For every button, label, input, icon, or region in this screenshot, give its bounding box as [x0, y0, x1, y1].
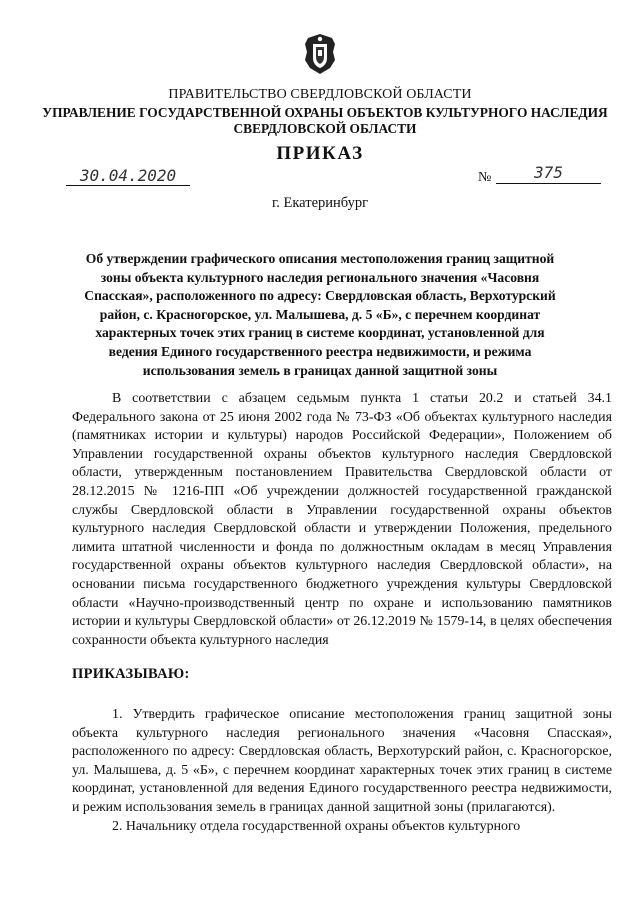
preamble-paragraph: В соответствии с абзацем седьмым пункта 1 статьи 20.2 и статьей 34.1 Федерального закона от 25 июня 2002 года № 73-ФЗ «Об объектах культурного наследия (памятниках истории и культуры) народов Российской Федерации», Положением об Управлении государственной охраны объектов культурного наследия Свердловской области, утвержденным постановлением Правительства Свердловской области от 28.12.2015 № 1216-ПП «Об учреждении должностей государственной гражданской службы Свердловской области в Управлении государственной охраны объектов культурного наследия Свердловской области и утверждении Положения, предельного лимита штатной численности и фонда по должностным окладам в месяц Управления государственной охраны объектов культурного наследия Свердловской области», на основании письма государственного бюджетного учреждения культуры Свердловской области «Научно-производственный центр по охране и использованию памятников истории и культуры Свердловской области» от 26.12.2019 № 1579-14, в целях обеспечения сохранности объекта культурного наследия: [72, 391, 612, 648]
order-number: 375: [496, 165, 601, 184]
order-date: 30.04.2020: [66, 168, 190, 186]
number-label: №: [478, 170, 492, 185]
order-word: ПРИКАЗЫВАЮ:: [72, 666, 190, 682]
government-name: ПРАВИТЕЛЬСТВО СВЕРДЛОВСКОЙ ОБЛАСТИ: [168, 87, 472, 102]
order-subject: Об утверждении графического описания местоположения границ защитной зоны объекта культурного наследия регионального значения «Часовня Спасская», расположенного по адресу: Свердловская область, Верхотурский район, с. Красногорское, ул. Малышева, д. 5 «Б», с перечнем координат характерных точек этих границ в системе координат, установленной для ведения Единого государственного реестра недвижимости, и режима использования земель в границах данной защитной зоны: [84, 251, 556, 378]
order-item-1: 1. Утвердить графическое описание местоположения границ защитной зоны объекта культурного наследия регионального значения «Часовня Спасская», расположенного по адресу: Свердловская область, Верхотурский район, с. Красногорское, ул. Малышева, д. 5 «Б», с перечнем координат характерных точек этих границ в системе координат, установленной для ведения Единого государственного реестра недвижимости, и режим использования земель в границах данной защитной зоны (прилагаются).: [72, 707, 612, 815]
city: г. Екатеринбург: [271, 195, 369, 211]
order-item-2: 2. Начальнику отдела государственной охраны объектов культурного: [112, 819, 521, 834]
document-type: ПРИКАЗ: [276, 143, 364, 164]
department-name: УПРАВЛЕНИЕ ГОСУДАРСТВЕННОЙ ОХРАНЫ ОБЪЕКТОВ КУЛЬТУРНОГО НАСЛЕДИЯ СВЕРДЛОВСКОЙ ОБЛАСТИ: [42, 105, 608, 136]
coat-of-arms-icon: [302, 32, 338, 76]
